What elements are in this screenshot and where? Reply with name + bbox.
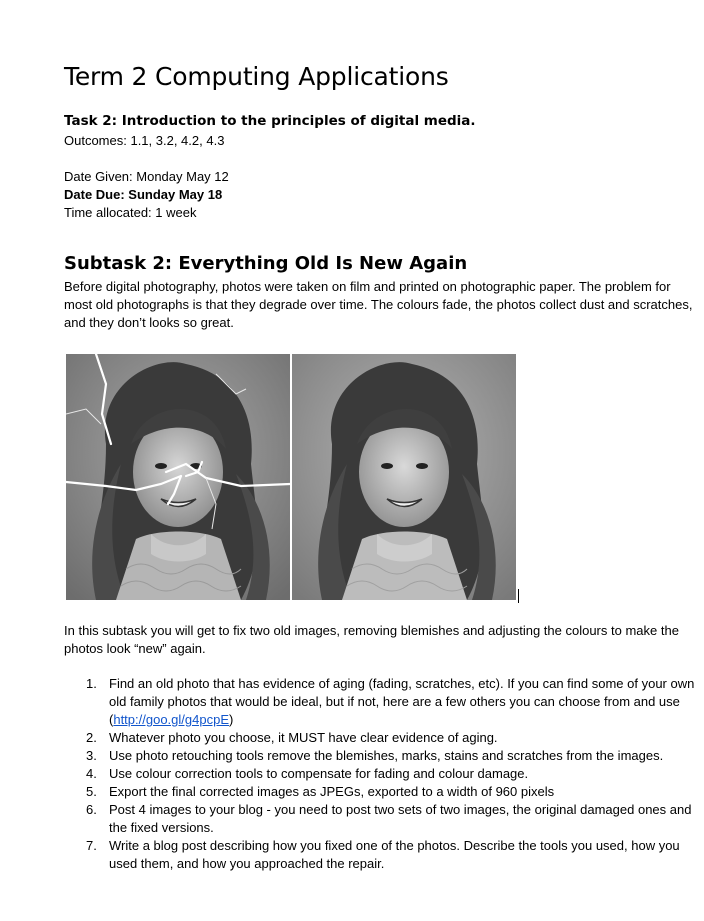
- list-item: [64, 675, 696, 729]
- list-number: 2.: [86, 730, 97, 745]
- intro-paragraph: Before digital photography, photos were taken on film and printed on photographic paper. The problem for most old photographs is that they degrade over time. The colours fade, the photos collect dust and scratches, and they don’t looks so great.: [64, 279, 693, 330]
- list-text: Use colour correction tools to compensate for fading and colour damage.: [109, 766, 529, 781]
- text-cursor: [518, 589, 519, 603]
- outcomes-text: Outcomes: 1.1, 3.2, 4.2, 4.3: [64, 133, 225, 148]
- list-text-end: ): [229, 712, 234, 727]
- subtask-heading: Subtask 2: Everything Old Is New Again: [64, 253, 468, 274]
- list-number: 4.: [86, 766, 97, 781]
- list-item: [64, 837, 696, 873]
- list-text: Find an old photo that has evidence of aging (fading, scratches, etc). If you can find some of your own old family photos that would be ideal, but if not, here are a few others you can choose from and use (: [109, 676, 695, 727]
- list-text: Whatever photo you choose, it MUST have clear evidence of aging.: [109, 730, 498, 745]
- list-number: 3.: [86, 748, 97, 763]
- photos-link[interactable]: http://goo.gl/g4pcpE: [113, 712, 229, 727]
- task-heading: Task 2: Introduction to the principles of digital media.: [64, 113, 476, 129]
- list-number: 6.: [86, 802, 97, 817]
- document-title: Term 2 Computing Applications: [64, 62, 449, 91]
- list-text: Use photo retouching tools remove the blemishes, marks, stains and scratches from the images.: [109, 748, 664, 763]
- before-after-photos: [66, 354, 517, 600]
- list-number: 5.: [86, 784, 97, 799]
- list-item: [64, 801, 696, 837]
- list-number: 1.: [86, 676, 97, 691]
- time-allocated-text: Time allocated: 1 week: [64, 205, 197, 220]
- list-item: [64, 729, 696, 747]
- list-text: Export the final corrected images as JPEGs, exported to a width of 960 pixels: [109, 784, 555, 799]
- list-number: 7.: [86, 838, 97, 853]
- list-item: [64, 765, 696, 783]
- list-text: Write a blog post describing how you fixed one of the photos. Describe the tools you used, how you used them, and how you approached the repair.: [109, 838, 680, 871]
- restored-photo: [292, 354, 516, 600]
- steps-list: [64, 675, 696, 873]
- date-given-text: Date Given: Monday May 12: [64, 169, 229, 184]
- date-due-text: Date Due: Sunday May 18: [64, 187, 223, 202]
- list-item: [64, 783, 696, 801]
- list-item: [64, 747, 696, 765]
- damaged-photo: [66, 354, 290, 600]
- list-text: Post 4 images to your blog - you need to post two sets of two images, the original damaged ones and the fixed versions.: [109, 802, 692, 835]
- subtask-paragraph: In this subtask you will get to fix two old images, removing blemishes and adjusting the colours to make the photos look “new” again.: [64, 623, 679, 656]
